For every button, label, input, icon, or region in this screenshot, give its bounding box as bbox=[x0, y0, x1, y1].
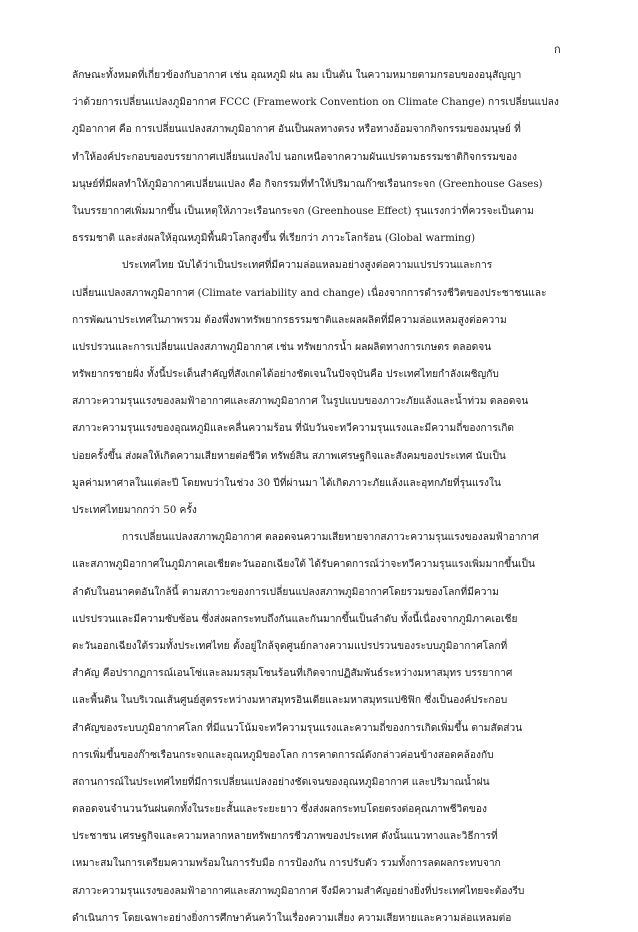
text-line: แปรปรวนและมีความซับซ้อน ซึ่งส่งผลกระทบถึงกันและกันมากขึ้นเป็นลำดับ ทั้งนี้เนื่องจากภูมิภาคเอเชีย bbox=[72, 613, 518, 625]
text-line: มนุษย์ที่มีผลทำให้ภูมิอากาศเปลี่ยนแปลง คือ กิจกรรมที่ทำให้ปริมาณก๊าซเรือนกระจก (Greenhouse Gases) bbox=[72, 178, 543, 190]
text-line: ว่าด้วยการเปลี่ยนแปลงภูมิอากาศ FCCC (Framework Convention on Climate Change) การเปลี่ยนแปลง bbox=[72, 97, 559, 109]
text-line: สภาวะความรุนแรงของลมฟ้าอากาศและสภาพภูมิอากาศ จึงมีความสำคัญอย่างยิ่งที่ประเทศไทยจะต้องรีบ bbox=[72, 885, 525, 897]
text-line: ทรัพยากรชายฝั่ง ทั้งนี้ประเด็นสำคัญที่สังเกตได้อย่างชัดเจนในปัจจุบันคือ ประเทศไทยกำลังเผชิญกับ bbox=[72, 369, 499, 381]
text-line: ตะวันออกเฉียงใต้รวมทั้งประเทศไทย ตั้งอยู่ใกล้จุดศูนย์กลางความแปรปรวนของระบบภูมิอากาศโลกที่ bbox=[72, 640, 508, 652]
paragraph-start-line: การเปลี่ยนแปลงสภาพภูมิอากาศ ตลอดจนความเสียหายจากสภาวะความรุนแรงของลมฟ้าอากาศ bbox=[122, 532, 539, 544]
text-line: สำคัญ คือปรากฏการณ์เอนโซ่และลมมรสุมโซนร้อนที่เกิดจากปฏิสัมพันธ์ระหว่างมหาสมุทร บรรยากาศ bbox=[72, 668, 513, 680]
text-line: และสภาพภูมิอากาศในภูมิภาคเอเชียตะวันออกเฉียงใต้ ได้รับคาดการณ์ว่าจะทวีความรุนแรงเพิ่มมากขึ้นเป็น bbox=[72, 559, 535, 571]
body-text bbox=[72, 62, 574, 932]
paragraph-start-line: ประเทศไทย นับได้ว่าเป็นประเทศที่มีความล่อแหลมอย่างสูงต่อความแปรปรวนและการ bbox=[122, 260, 493, 272]
text-line: ในบรรยากาศเพิ่มมากขึ้น เป็นเหตุให้ภาวะเรือนกระจก (Greenhouse Effect) รุนแรงกว่าที่ควรจะเป็นตาม bbox=[72, 205, 534, 217]
text-line: ภูมิอากาศ คือ การเปลี่ยนแปลงสภาพภูมิอากาศ อันเป็นผลทางตรง หรือทางอ้อมจากกิจกรรมของมนุษย์ ที่ bbox=[72, 124, 521, 136]
text-line: แปรปรวนและการเปลี่ยนแปลงสภาพภูมิอากาศ เช่น ทรัพยากรน้ำ ผลผลิตทางการเกษตร ตลอดจน bbox=[72, 341, 492, 353]
text-line: ลักษณะทั้งหมดที่เกี่ยวข้องกับอากาศ เช่น อุณหภูมิ ฝน ลม เป็นต้น ในความหมายตามกรอบของอนุสัญญา bbox=[72, 70, 522, 81]
text-line: ธรรมชาติ และส่งผลให้อุณหภูมิพื้นผิวโลกสูงขึ้น ที่เรียกว่า ภาวะโลกร้อน (Global warming) bbox=[72, 233, 476, 245]
text-line: สภาวะความรุนแรงของลมฟ้าอากาศและสภาพภูมิอากาศ ในรูปแบบของภาวะภัยแล้งและน้ำท่วม ตลอดจน bbox=[72, 396, 529, 408]
text-line: การเพิ่มขึ้นของก๊าซเรือนกระจกและอุณหภูมิของโลก การคาดการณ์ดังกล่าวค่อนข้างสอดคล้องกับ bbox=[72, 749, 494, 761]
text-line: บ่อยครั้งขึ้น ส่งผลให้เกิดความเสียหายต่อชีวิต ทรัพย์สิน สภาพเศรษฐกิจและสังคมของประเทศ นับเป็น bbox=[72, 450, 506, 462]
text-line: เปลี่ยนแปลงสภาพภูมิอากาศ (Climate variability and change) เนื่องจากการดำรงชีวิตของประชาชนและ bbox=[72, 287, 547, 299]
text-line: ประชาชน เศรษฐกิจและความหลากหลายทรัพยากรชีวภาพของประเทศ ดังนั้นแนวทางและวิธีการที่ bbox=[72, 831, 498, 843]
text-line: สถานการณ์ในประเทศไทยที่มีการเปลี่ยนแปลงอย่างชัดเจนของอุณหภูมิอากาศ และปริมาณน้ำฝน bbox=[72, 776, 490, 788]
page-number: ก bbox=[554, 43, 561, 56]
text-line: ดำเนินการ โดยเฉพาะอย่างยิ่งการศึกษาค้นคว้าในเรื่องความเสี่ยง ความเสียหายและความล่อแหลมต่อ bbox=[72, 912, 512, 924]
text-line: สภาวะความรุนแรงของอุณหภูมิและคลื่นความร้อน ที่นับวันจะทวีความรุนแรงและมีความถี่ของการเกิด bbox=[72, 423, 515, 435]
text-line: และพื้นดิน ในบริเวณเส้นศูนย์สูตรระหว่างมหาสมุทรอินเดียและมหาสมุทรแปซิฟิก ซึ่งเป็นองค์ประกอบ bbox=[72, 695, 508, 707]
text-line: สำคัญของระบบภูมิอากาศโลก ที่มีแนวโน้มจะทวีความรุนแรงและความถี่ของการเกิดเพิ่มขึ้น ตามสัดส่วน bbox=[72, 722, 523, 734]
text-line: ประเทศไทยมากกว่า 50 ครั้ง bbox=[72, 505, 197, 516]
text-line: เหมาะสมในการเตรียมความพร้อมในการรับมือ การป้องกัน การปรับตัว รวมทั้งการลดผลกระทบจาก bbox=[72, 858, 501, 870]
text-line: ลำดับในอนาคตอันใกล้นี้ ตามสภาวะของการเปลี่ยนแปลงสภาพภูมิอากาศโดยรวมของโลกที่มีความ bbox=[72, 586, 499, 598]
text-line: การพัฒนาประเทศในภาพรวม ต้องพึ่งพาทรัพยากรธรรมชาติและผลผลิตที่มีความล่อแหลมสูงต่อความ bbox=[72, 314, 507, 326]
text-line: มูลค่ามหาศาลในแต่ละปี โดยพบว่าในช่วง 30 ปีที่ผ่านมา ได้เกิดภาวะภัยแล้งและอุทกภัยที่รุนแรงใน bbox=[72, 477, 501, 489]
text-line: ตลอดจนจำนวนวันฝนตกทั้งในระยะสั้นและระยะยาว ซึ่งส่งผลกระทบโดยตรงต่อคุณภาพชีวิตของ bbox=[72, 804, 487, 816]
text-line: ทำให้องค์ประกอบของบรรยากาศเปลี่ยนแปลงไป นอกเหนือจากความผันแปรตามธรรมชาติกิจกรรมของ bbox=[72, 151, 517, 163]
